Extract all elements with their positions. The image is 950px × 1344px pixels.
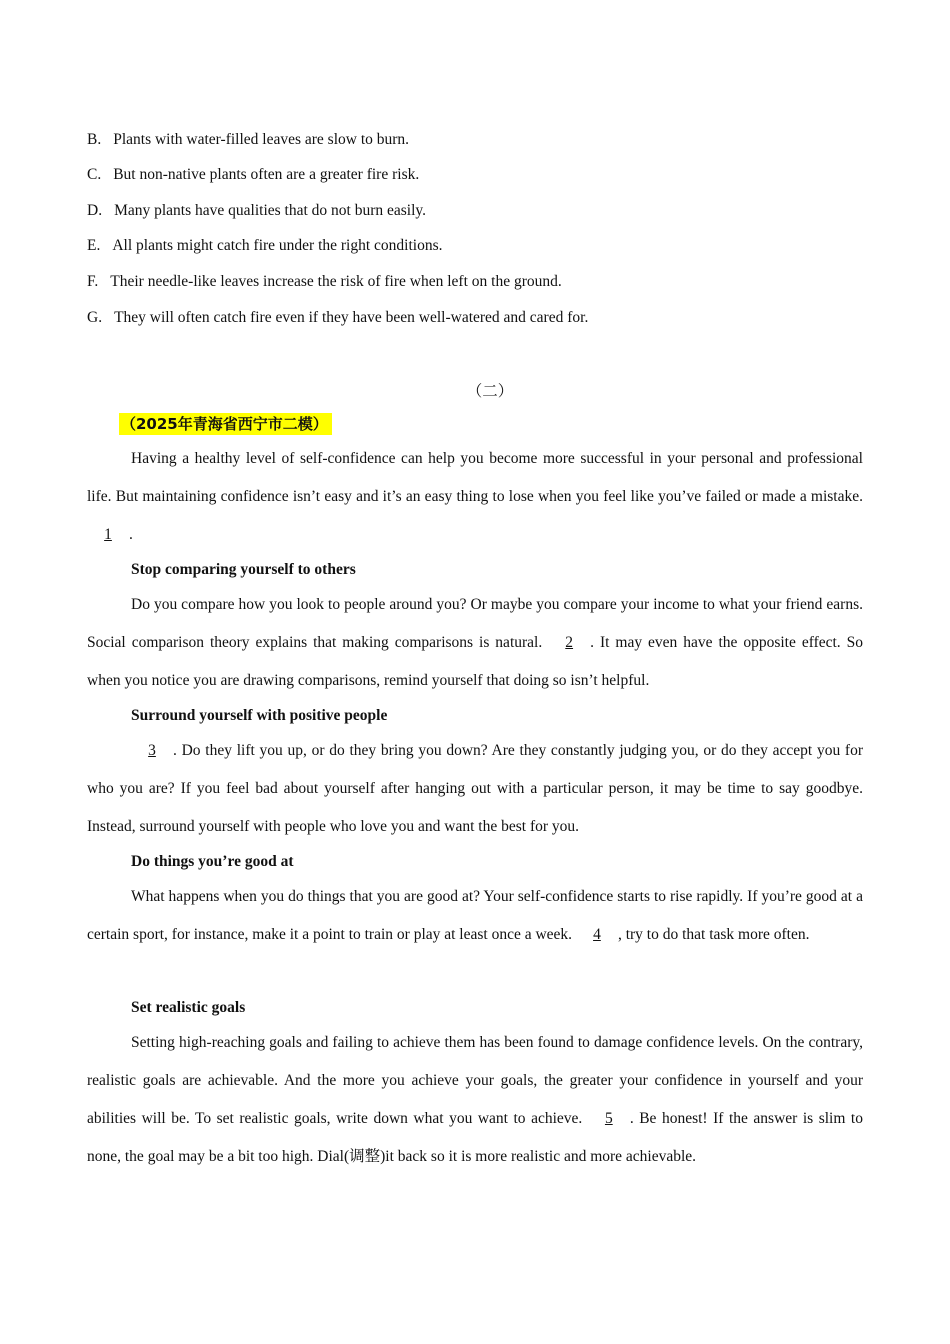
option-b xyxy=(87,130,409,150)
option-f xyxy=(87,272,562,292)
section-heading: Do things you’re good at xyxy=(131,853,294,870)
section-title: （二） xyxy=(466,383,514,400)
blank-5[interactable]: 5 xyxy=(604,1110,613,1127)
section-heading: Set realistic goals xyxy=(131,999,246,1016)
blank-4[interactable]: 4 xyxy=(593,926,601,943)
option-letter: D. xyxy=(87,202,103,219)
section-paragraph xyxy=(87,732,863,846)
source-label: （2025年青海省西宁市二模） xyxy=(119,413,332,435)
blank-3[interactable]: 3 xyxy=(148,742,156,759)
option-d xyxy=(87,201,426,221)
section-paragraph xyxy=(87,586,863,700)
paragraph-text: . It may even have the opposite effect. So when you notice you are drawing comparisons, remind yourself that doing so isn’t helpful. xyxy=(87,634,863,689)
option-text: But non-native plants often are a greater fire risk. xyxy=(113,166,420,183)
paragraph-text: . Do they lift you up, or do they bring you down? Are they constantly judging you, or do they accept you for who you are? If you feel bad about yourself after hanging out with a particular person, it may be time to say goodbye. Instead, surround yourself with people who love you and want the best for you. xyxy=(87,742,863,835)
intro-paragraph xyxy=(87,440,863,554)
option-text: All plants might catch fire under the right conditions. xyxy=(112,237,443,254)
blank-2[interactable]: 2 xyxy=(565,634,574,651)
paragraph-text: , try to do that task more often. xyxy=(617,926,810,943)
option-text: Their needle-like leaves increase the risk of fire when left on the ground. xyxy=(110,273,562,290)
section-paragraph xyxy=(87,878,863,954)
paragraph-text: Having a healthy level of self-confidence can help you become more successful in your personal and professional life. But maintaining confidence isn’t easy and it’s an easy thing to lose when you feel like you’ve failed or made a mistake. xyxy=(87,450,863,505)
paragraph-text: Setting high-reaching goals and failing to achieve them has been found to damage confidence levels. On the contrary, realistic goals are achievable. And the more you achieve your goals, the greater your confidence in yourself and your abilities will be. To set realistic goals, write down what you want to achieve. xyxy=(87,1034,863,1127)
paragraph-text: . Be honest! If the answer is slim to none, the goal may be a bit too high. Dial(调整)it back so it is more realistic and more achievable. xyxy=(87,1110,863,1165)
section-heading: Surround yourself with positive people xyxy=(131,707,388,724)
blank-1[interactable]: 1 xyxy=(104,526,112,543)
paragraph-text: Do you compare how you look to people around you? Or maybe you compare your income to what your friend earns. Social comparison theory explains that making comparisons is natural. xyxy=(87,596,863,651)
option-text: Plants with water-filled leaves are slow to burn. xyxy=(113,131,410,148)
option-c xyxy=(87,165,419,185)
section-heading: Stop comparing yourself to others xyxy=(131,561,356,578)
option-g xyxy=(87,308,588,328)
paragraph-text: . xyxy=(129,526,133,543)
option-text: Many plants have qualities that do not burn easily. xyxy=(114,202,427,219)
option-text: They will often catch fire even if they have been well-watered and cared for. xyxy=(114,309,589,326)
option-letter: E. xyxy=(87,237,101,254)
section-paragraph xyxy=(87,1024,863,1176)
paragraph-text: What happens when you do things that you are good at? Your self-confidence starts to rise rapidly. If you’re good at a certain sport, for instance, make it a point to train or play at least once a week. xyxy=(87,888,863,943)
option-letter: B. xyxy=(87,131,102,148)
option-letter: F. xyxy=(87,273,99,290)
option-letter: C. xyxy=(87,166,102,183)
option-e xyxy=(87,236,443,256)
option-letter: G. xyxy=(87,309,103,326)
